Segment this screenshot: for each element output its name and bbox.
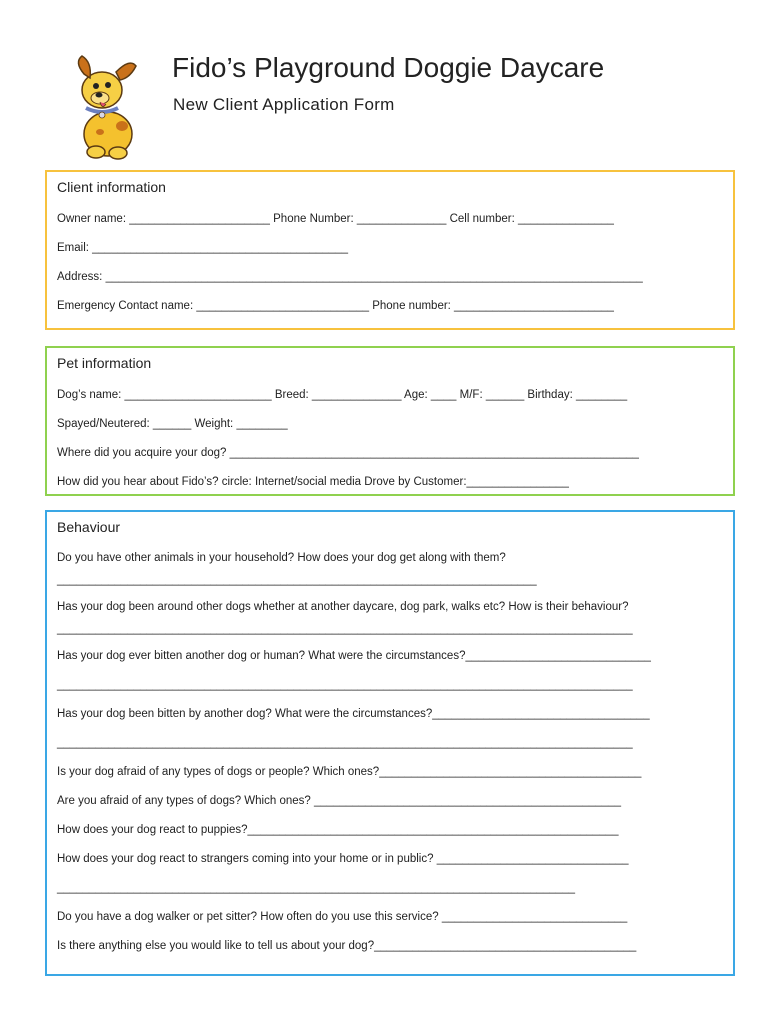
dog-name-breed-age-field-line[interactable]: Dog’s name: _______________________ Breed: ______________ Age: ____ M/F: ______ Birthday: ________ (57, 389, 628, 401)
answer-line[interactable]: ___________________________________________________________________________ (57, 574, 537, 586)
question-you-afraid[interactable]: Are you afraid of any types of dogs? Which ones? ________________________________________________ (57, 795, 621, 807)
question-dog-walker[interactable]: Do you have a dog walker or pet sitter? How often do you use this service? _____________________________ (57, 911, 628, 923)
behaviour-heading: Behaviour (57, 519, 121, 535)
client-information-section (45, 170, 735, 330)
address-field-line[interactable]: Address: ____________________________________________________________________________________ (57, 271, 643, 283)
client-information-heading: Client information (57, 179, 166, 195)
email-field-line[interactable]: Email: ________________________________________ (57, 242, 348, 254)
question-react-puppies[interactable]: How does your dog react to puppies?__________________________________________________________ (57, 824, 619, 836)
answer-line[interactable]: __________________________________________________________________________________________ (57, 679, 633, 691)
question-been-bitten[interactable]: Has your dog been bitten by another dog? What were the circumstances?__________________________________ (57, 708, 650, 720)
behaviour-section (45, 510, 735, 976)
question-ever-bitten[interactable]: Has your dog ever bitten another dog or human? What were the circumstances?_____________________________ (57, 650, 651, 662)
question-other-animals: Do you have other animals in your household? How does your dog get along with them? (57, 552, 506, 564)
question-dog-afraid[interactable]: Is your dog afraid of any types of dogs or people? Which ones?_________________________________________ (57, 766, 642, 778)
answer-line[interactable]: _________________________________________________________________________________ (57, 882, 576, 894)
pet-information-heading: Pet information (57, 355, 152, 371)
pet-information-section (45, 346, 735, 496)
page-title: Fido’s Playground Doggie Daycare (172, 52, 605, 83)
owner-phone-cell-field-line[interactable]: Owner name: ______________________ Phone Number: ______________ Cell number: _______________ (57, 213, 614, 225)
referral-source-field-line[interactable]: How did you hear about Fido’s? circle: Internet/social media Drove by Customer:________________ (57, 476, 569, 488)
answer-line[interactable]: __________________________________________________________________________________________ (57, 737, 633, 749)
acquire-dog-field-line[interactable]: Where did you acquire your dog? ________________________________________________________________ (57, 447, 639, 459)
dog-logo-icon (70, 52, 142, 162)
question-around-other-dogs: Has your dog been around other dogs whether at another daycare, dog park, walks etc? How is their behaviour? (57, 601, 629, 613)
spayed-weight-field-line[interactable]: Spayed/Neutered: ______ Weight: ________ (57, 418, 288, 430)
page-subtitle: New Client Application Form (173, 95, 395, 114)
question-anything-else[interactable]: Is there anything else you would like to tell us about your dog?_________________________________________ (57, 940, 637, 952)
question-react-strangers[interactable]: How does your dog react to strangers coming into your home or in public? ______________________________ (57, 853, 629, 865)
emergency-contact-field-line[interactable]: Emergency Contact name: ___________________________ Phone number: _________________________ (57, 300, 614, 312)
answer-line[interactable]: __________________________________________________________________________________________ (57, 623, 633, 635)
